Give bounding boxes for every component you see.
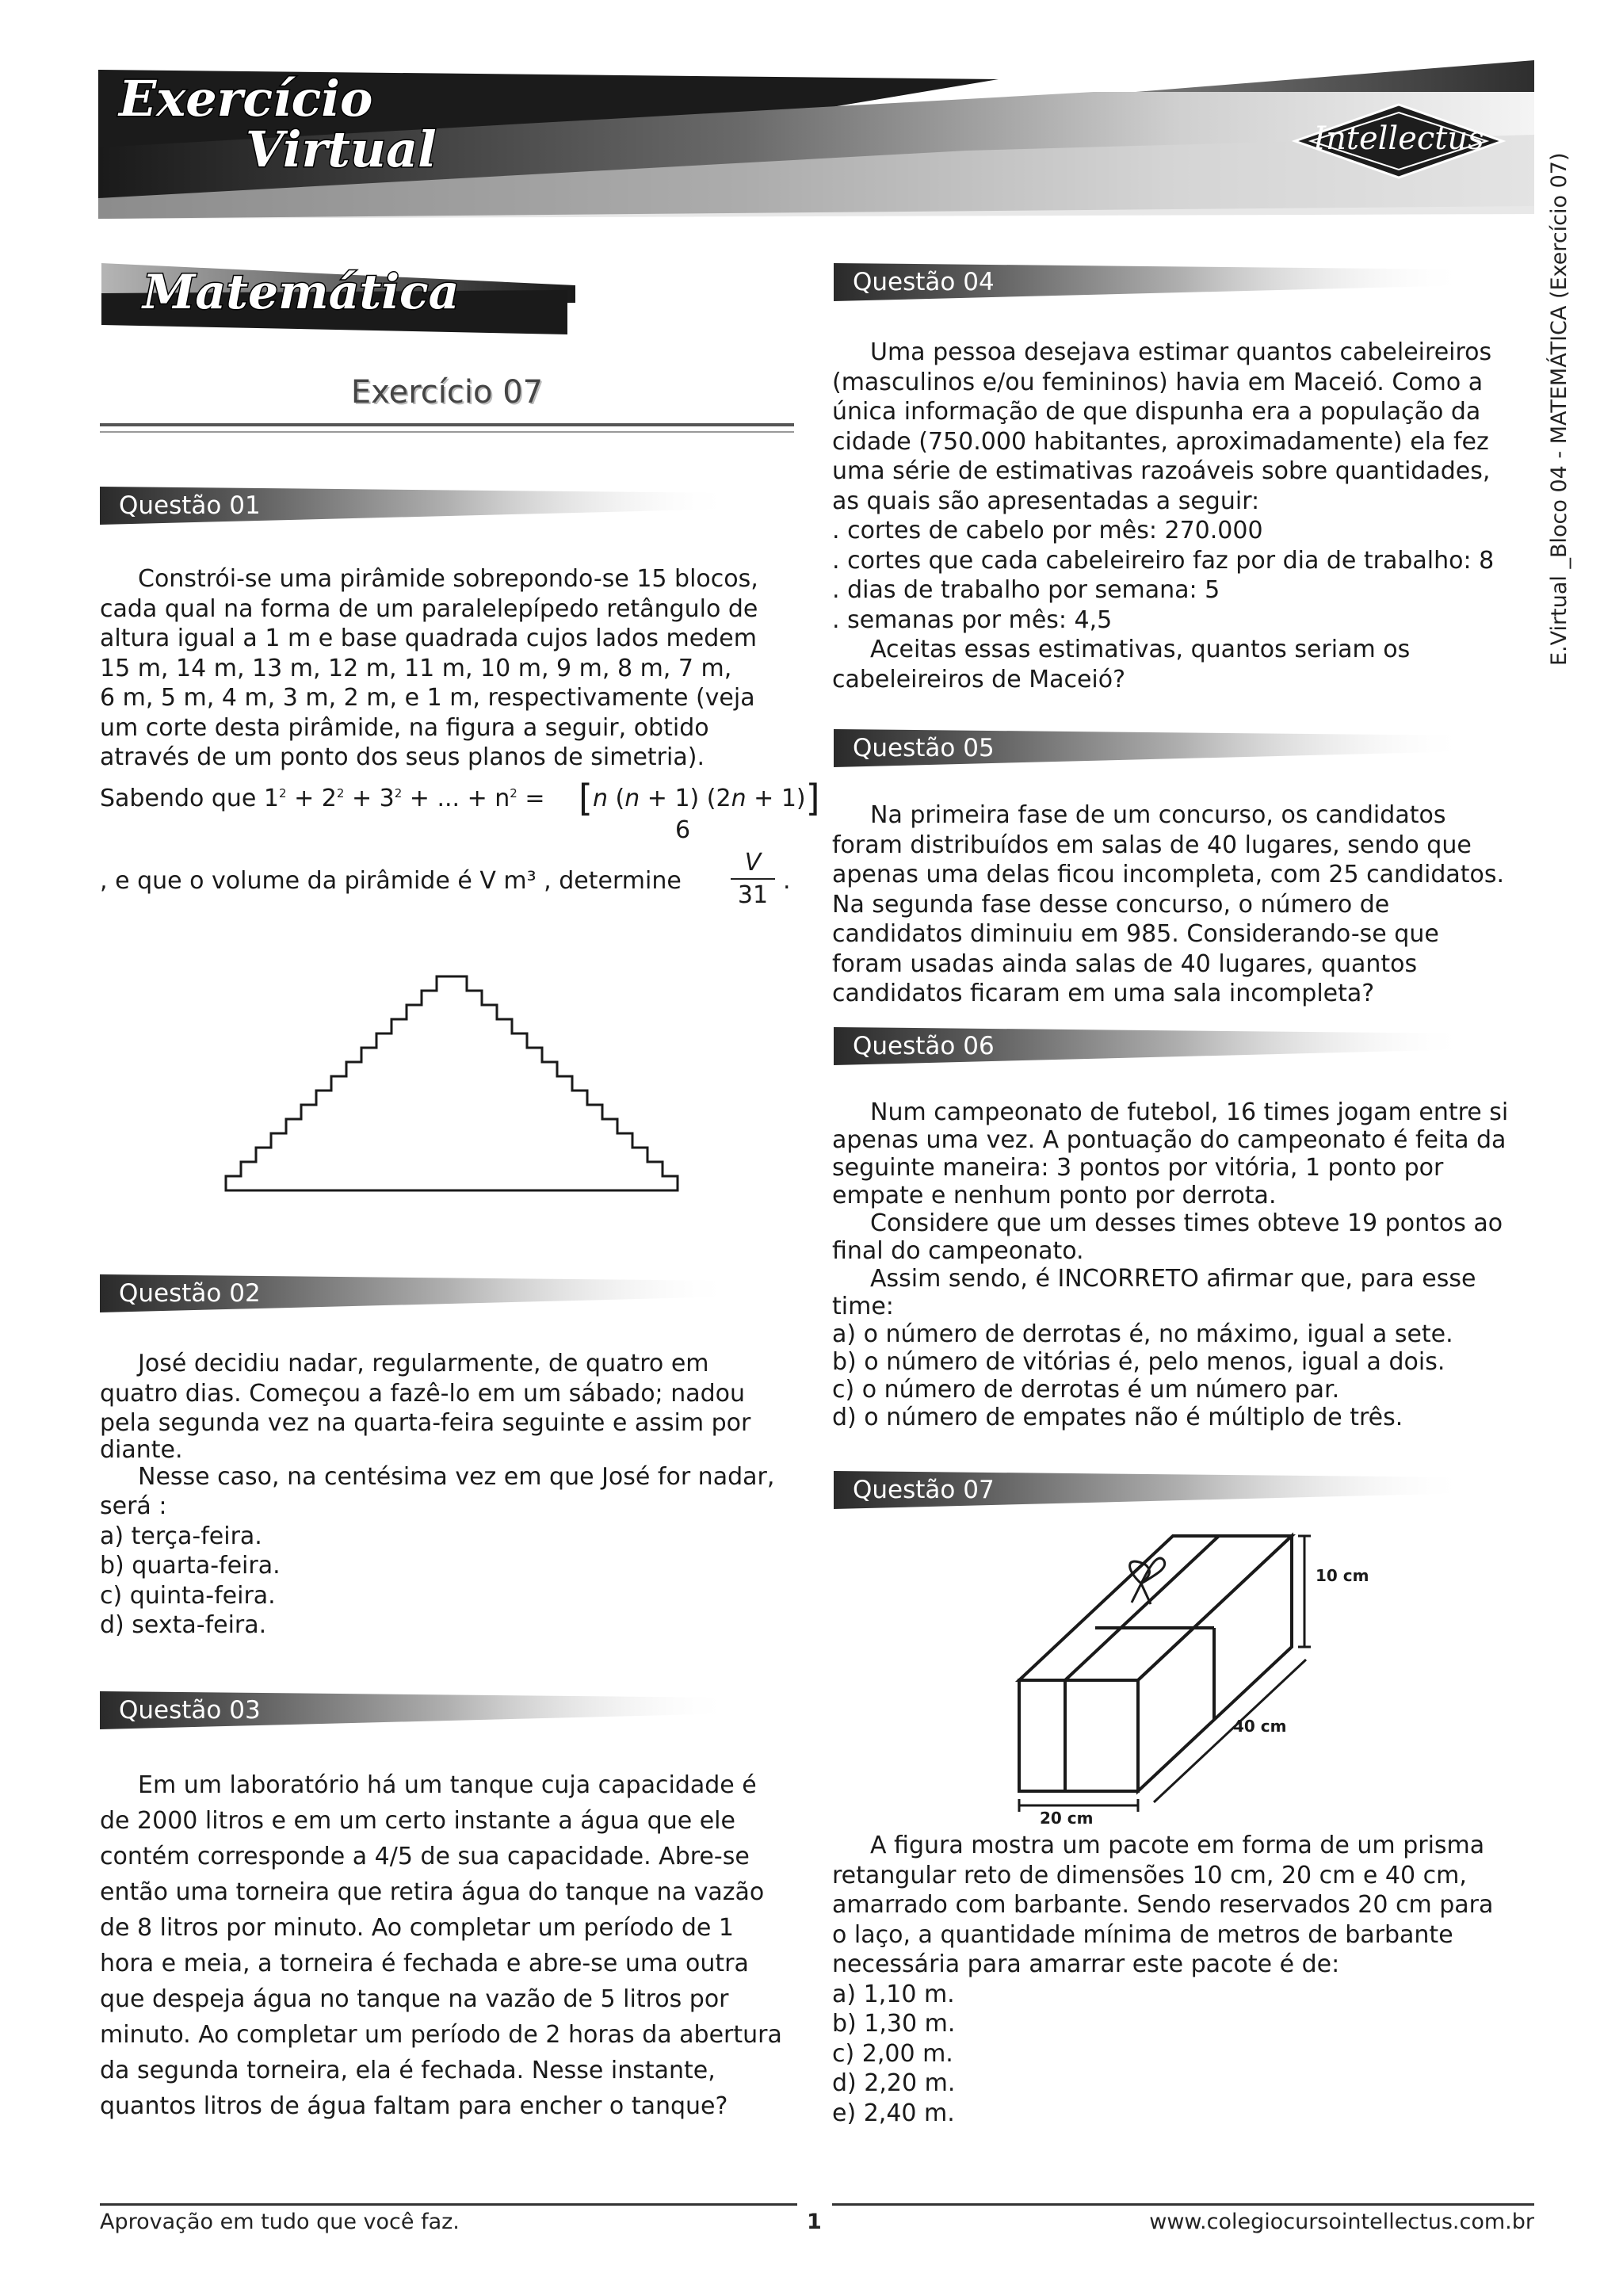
- question-01-label: Questão 01: [119, 491, 261, 520]
- q06-option-b: b) o número de vitórias é, pelo menos, igual a dois.: [832, 1348, 1445, 1376]
- sum-term: + 2: [286, 785, 337, 812]
- q04-item: . cortes que cada cabeleireiro faz por dia de trabalho: 8: [832, 546, 1495, 575]
- question-03-text: [100, 1767, 797, 2124]
- q01-line: cada qual na forma de um paralelepípedo retângulo de: [100, 594, 758, 623]
- q03-line: de 8 litros por minuto. Ao completar um período de 1: [100, 1914, 734, 1942]
- q05-line: foram distribuídos em salas de 40 lugares, sendo que: [832, 831, 1472, 859]
- footer-rule-right: [832, 2203, 1534, 2206]
- exponent: 2: [394, 786, 403, 800]
- q03-line: que despeja água no tanque na vazão de 5 litros por: [100, 1985, 729, 2013]
- formula-part: + 1): [754, 785, 806, 812]
- q02-line: diante.: [100, 1435, 183, 1464]
- q07-line: necessária para amarrar este pacote é de:: [832, 1950, 1340, 1978]
- q07-line: A figura mostra um pacote em forma de um prisma: [870, 1832, 1485, 1859]
- question-07-text: [832, 1831, 1534, 2128]
- q04-item: . cortes de cabelo por mês: 270.000: [832, 517, 1263, 544]
- side-label: E.Virtual _Bloco 04 - MATEMÁTICA (Exercício 07): [1547, 152, 1571, 666]
- q05-line: Na segunda fase desse concurso, o número de: [832, 890, 1390, 919]
- q03-line: contém corresponde a 4/5 de sua capacidade. Abre-se: [100, 1843, 750, 1870]
- q02-option-d: d) sexta-feira.: [100, 1611, 267, 1639]
- q03-line: minuto. Ao completar um período de 2 horas da abertura: [100, 2021, 782, 2049]
- q04-line: (masculinos e/ou femininos) havia em Maceió. Como a: [832, 368, 1484, 396]
- pyramid-outline: [226, 976, 678, 1190]
- q04-line: cidade (750.000 habitantes, aproximadamente) ela fez: [832, 427, 1489, 456]
- q02-line: quatro dias. Começou a fazê-lo em um sábado; nadou: [100, 1379, 746, 1408]
- q03-line: hora e meia, a torneira é fechada e abre-se uma outra: [100, 1950, 749, 1977]
- pyramid-figure: [214, 945, 689, 1198]
- q06-line: final do campeonato.: [832, 1237, 1084, 1265]
- exponent: 2: [336, 786, 345, 800]
- q01-line: altura igual a 1 m e base quadrada cujos lados medem: [100, 625, 757, 652]
- volume-text: , e que o volume da pirâmide é V m³ , determine: [100, 867, 682, 895]
- var-n: n: [731, 785, 747, 812]
- q02-option-b: b) quarta-feira.: [100, 1552, 281, 1580]
- q02-line: será :: [100, 1492, 167, 1520]
- question-07-header: [834, 1471, 1468, 1509]
- sum-term: =: [517, 785, 545, 812]
- var-n: n: [624, 785, 640, 812]
- fraction-denominator: 31: [737, 881, 769, 909]
- q06-option-c: c) o número de derrotas é um número par.: [832, 1376, 1340, 1404]
- q04-line: cabeleireiros de Maceió?: [832, 665, 1126, 693]
- question-03-label: Questão 03: [119, 1696, 261, 1725]
- dim-label-length: 40 cm: [1233, 1717, 1287, 1736]
- q05-line: candidatos ficaram em uma sala incompleta?: [832, 980, 1375, 1007]
- q02-option-c: c) quinta-feira.: [100, 1581, 276, 1610]
- exercise-title: Exercício 07: [350, 374, 544, 411]
- q06-line: Considere que um desses times obteve 19 pontos ao: [870, 1209, 1503, 1237]
- question-03-header: [100, 1691, 734, 1729]
- q01-line: Constrói-se uma pirâmide sobrepondo-se 15 blocos,: [138, 565, 758, 593]
- q05-line: Na primeira fase de um concurso, os candidatos: [870, 801, 1446, 829]
- sum-term: + ... + n: [402, 785, 510, 812]
- q04-line: Uma pessoa desejava estimar quantos cabeleireiros: [870, 338, 1492, 366]
- q01-line: através de um ponto dos seus planos de simetria).: [100, 743, 705, 771]
- q06-line: Assim sendo, é INCORRETO afirmar que, para esse: [870, 1265, 1476, 1293]
- q07-option-e: e) 2,40 m.: [832, 2099, 955, 2127]
- sum-term: + 3: [344, 785, 395, 812]
- q07-option-c: c) 2,00 m.: [832, 2039, 953, 2068]
- q07-option-b: b) 1,30 m.: [832, 2010, 956, 2038]
- q04-line: única informação de que dispunha era a população da: [832, 398, 1481, 426]
- formula-denominator: 6: [675, 816, 691, 844]
- q01-line: um corte desta pirâmide, na figura a seguir, obtido: [100, 713, 709, 742]
- q05-line: candidatos diminuiu em 985. Considerando-se que: [832, 920, 1439, 948]
- fraction-period: .: [783, 867, 791, 895]
- var-n: n: [592, 785, 608, 812]
- fraction-numerator: V: [744, 849, 762, 877]
- q07-option-d: d) 2,20 m.: [832, 2069, 956, 2097]
- q02-line: pela segunda vez na quarta-feira seguinte e assim por: [100, 1409, 751, 1437]
- q05-line: apenas uma delas ficou incompleta, com 25 candidatos.: [832, 861, 1505, 888]
- title-rule-thin: [100, 431, 794, 433]
- q03-line: quantos litros de água faltam para encher o tanque?: [100, 2092, 728, 2120]
- formula-fraction: [n (n + 1) (2n + 1)]: [579, 777, 820, 819]
- q06-line: time:: [832, 1293, 894, 1320]
- sum-formula: [100, 785, 545, 812]
- question-02-label: Questão 02: [119, 1279, 261, 1308]
- question-01-text: [100, 564, 797, 773]
- q06-line: Num campeonato de futebol, 16 times jogam entre si: [870, 1098, 1509, 1126]
- dim-label-height: 10 cm: [1316, 1566, 1369, 1585]
- q06-line: seguinte maneira: 3 pontos por vitória, 1 ponto por: [832, 1154, 1444, 1182]
- exponent: 2: [510, 786, 517, 800]
- dim-label-width: 20 cm: [1040, 1809, 1094, 1828]
- question-04-label: Questão 04: [853, 268, 995, 296]
- exponent: 2: [279, 786, 287, 800]
- q04-item: . semanas por mês: 4,5: [832, 606, 1113, 634]
- question-02-text: [100, 1349, 797, 1641]
- q02-line: José decidiu nadar, regularmente, de quatro em: [138, 1350, 709, 1377]
- footer-website[interactable]: www.colegiocursointellectus.com.br: [1149, 2210, 1534, 2234]
- sum-prefix: Sabendo que 1: [100, 785, 280, 812]
- q07-option-a: a) 1,10 m.: [832, 1980, 955, 2008]
- fraction-v-31: [731, 848, 775, 911]
- q03-line: Em um laboratório há um tanque cuja capacidade é: [138, 1771, 757, 1799]
- question-04-header: [834, 263, 1468, 301]
- q01-line: 15 m, 14 m, 13 m, 12 m, 11 m, 10 m, 9 m, 8 m, 7 m,: [100, 654, 732, 682]
- question-07-label: Questão 07: [853, 1476, 995, 1504]
- question-06-label: Questão 06: [853, 1032, 995, 1060]
- q04-line: as quais são apresentadas a seguir:: [832, 487, 1260, 515]
- formula-part: + 1) (2: [647, 785, 731, 812]
- question-06-text: [832, 1098, 1534, 1431]
- q02-line: Nesse caso, na centésima vez em que José for nadar,: [138, 1462, 775, 1491]
- question-04-text: [832, 338, 1534, 694]
- title-rule: [100, 423, 794, 426]
- formula-part: (: [615, 785, 625, 812]
- question-05-label: Questão 05: [853, 734, 995, 762]
- footer-slogan: Aprovação em tudo que você faz.: [100, 2210, 460, 2234]
- intellectus-logo: [1292, 101, 1506, 181]
- question-01-header: [100, 487, 734, 525]
- q03-line: de 2000 litros e em um certo instante a água que ele: [100, 1807, 735, 1835]
- footer-rule-left: [100, 2203, 797, 2206]
- q06-option-a: a) o número de derrotas é, no máximo, igual a sete.: [832, 1320, 1453, 1348]
- q04-item: . dias de trabalho por semana: 5: [832, 576, 1220, 604]
- q05-line: foram usadas ainda salas de 40 lugares, quantos: [832, 949, 1418, 978]
- subject-title: Matemática: [143, 265, 460, 320]
- question-05-text: [832, 800, 1534, 1009]
- q06-line: apenas uma vez. A pontuação do campeonato é feita da: [832, 1126, 1507, 1154]
- package-figure: [1006, 1522, 1387, 1831]
- header-title-line2: Virtual: [246, 120, 437, 178]
- q07-line: amarrado com barbante. Sendo reservados 20 cm para: [832, 1891, 1494, 1919]
- logo-text: Intellectus: [1313, 120, 1484, 157]
- header-title-line1: Exercício: [119, 70, 373, 128]
- q07-line: o laço, a quantidade mínima de metros de barbante: [832, 1920, 1453, 1949]
- q01-line: 6 m, 5 m, 4 m, 3 m, 2 m, e 1 m, respectivamente (veja: [100, 684, 755, 712]
- q03-line: então uma torneira que retira água do tanque na vazão: [100, 1878, 765, 1906]
- question-05-header: [834, 729, 1468, 767]
- page-number: 1: [807, 2210, 822, 2234]
- q06-line: empate e nenhum ponto por derrota.: [832, 1182, 1277, 1209]
- q07-line: retangular reto de dimensões 10 cm, 20 cm e 40 cm,: [832, 1861, 1467, 1889]
- q03-line: da segunda torneira, ela é fechada. Nesse instante,: [100, 2057, 716, 2084]
- question-02-header: [100, 1274, 734, 1312]
- question-06-header: [834, 1027, 1468, 1065]
- q02-option-a: a) terça-feira.: [100, 1522, 262, 1550]
- q06-option-d: d) o número de empates não é múltiplo de três.: [832, 1404, 1403, 1431]
- q04-line: Aceitas essas estimativas, quantos seriam os: [870, 636, 1411, 663]
- q04-line: uma série de estimativas razoáveis sobre quantidades,: [832, 457, 1491, 485]
